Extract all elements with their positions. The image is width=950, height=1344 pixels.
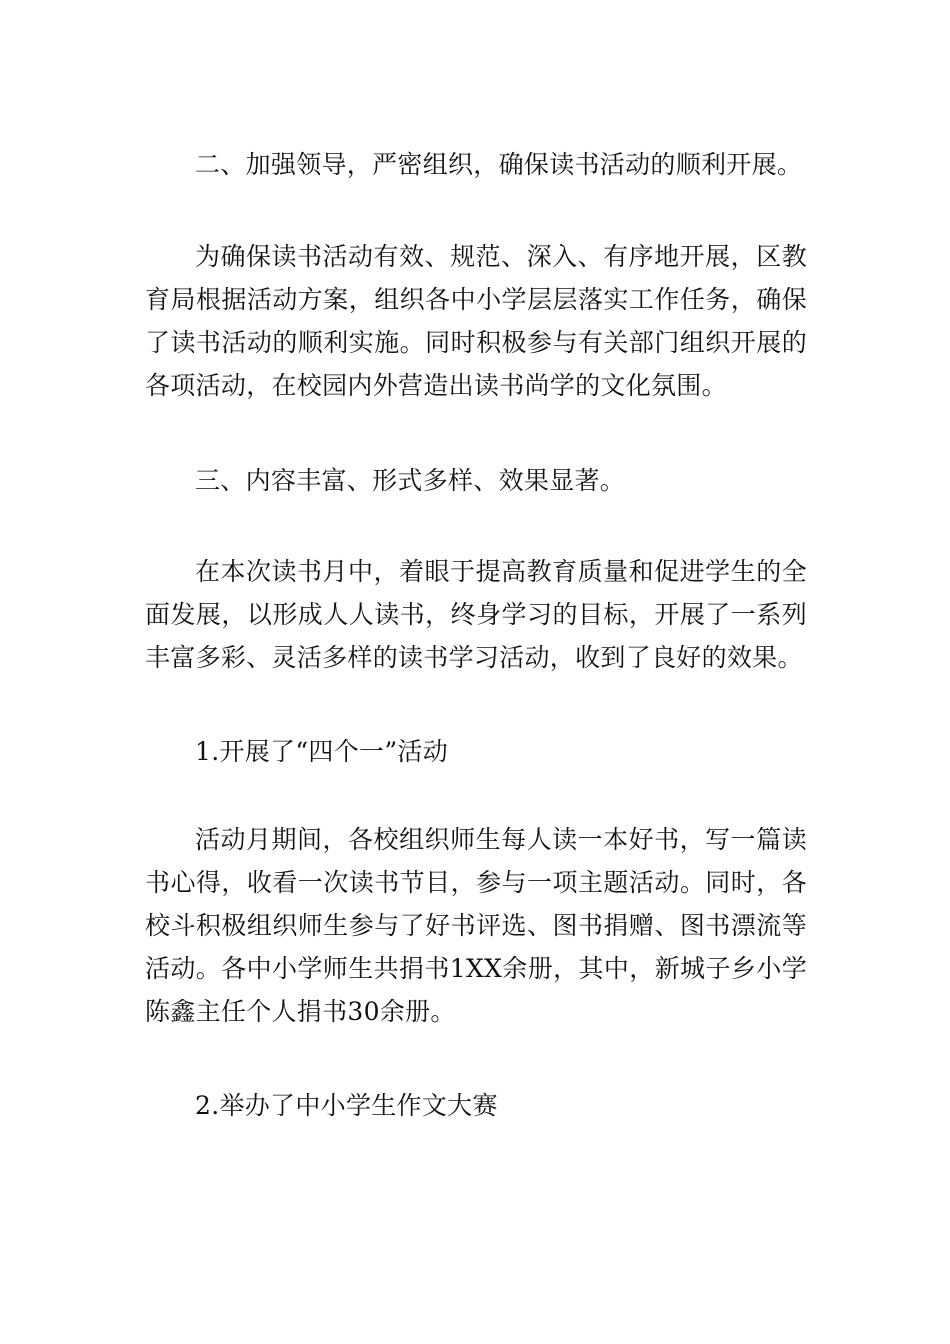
paragraph-organization: 为确保读书活动有效、规范、深入、有序地开展，区教育局根据活动方案，组织各中小学层层落实工作任务，确保了读书活动的顺利实施。同时积极参与有关部门组织开展的各项活动，在校园内外营造出读书尚学的文化氛围。 [145,242,807,400]
paragraph-activity-month: 活动月期间，各校组织师生每人读一本好书，写一篇读书心得，收看一次读书节目，参与一项主题活动。同时，各校斗积极组织师生参与了好书评选、图书捐赠、图书漂流等活动。各中小学师生共捐书1XX余册，其中，新城子乡小学陈鑫主任个人捐书30余册。 [145,825,807,1026]
section-heading-three: 三、内容丰富、形式多样、效果显著。 [195,466,626,495]
subheading-four-ones: 1.开展了“四个一”活动 [195,737,449,766]
paragraph-reading-month: 在本次读书月中，着眼于提高教育质量和促进学生的全面发展，以形成人人读书，终身学习的目标，开展了一系列丰富多彩、灵活多样的读书学习活动，收到了良好的效果。 [145,557,807,672]
subheading-essay-contest: 2.举办了中小学生作文大赛 [195,1091,498,1120]
section-heading-two: 二、加强领导，严密组织，确保读书活动的顺利开展。 [195,150,803,179]
